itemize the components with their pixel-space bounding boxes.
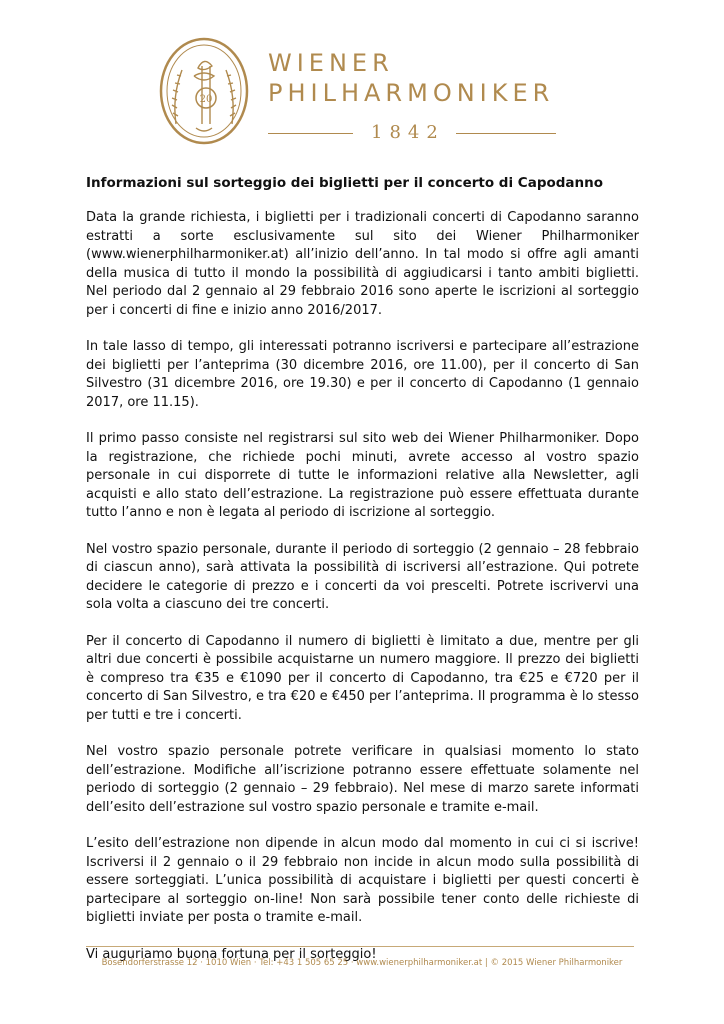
paragraph-6: Nel vostro spazio personale potrete verificare in qualsiasi momento lo stato dell’estrazione. Modifiche all’iscrizione potranno essere effettuate solamente nel periodo di sorteggio (2 gennaio – 29 febbraio). Nel mese di marzo sarete informati dell’esito dell’estrazione sul vostro spazio personale e tramite e-mail.	[86, 744, 639, 815]
paragraph-3: Il primo passo consiste nel registrarsi sul sito web dei Wiener Philharmoniker. Dopo la registrazione, che richiede pochi minuti, avrete accesso al vostro spazio personale in cui disporrete di tutte le informazioni relative alla Newsletter, agli acquisti e allo stato dell’estrazione. La registrazione può essere effettuata durante tutto l’anno e non è legata al periodo di iscrizione al sorteggio.	[86, 431, 639, 520]
svg-text:20: 20	[199, 94, 213, 105]
founding-year-row	[268, 122, 568, 144]
paragraph-1: Data la grande richiesta, i biglietti per i tradizionali concerti di Capodanno saranno estratti a sorte esclusivamente sul sito dei Wiener Philharmoniker (www.wienerphilharmoniker.at) all’inizio dell’anno. In tal modo si offre agli amanti della musica di tutto il mondo la possibilità di aggiudicarsi i tanto ambiti biglietti. Nel periodo dal 2 gennaio al 29 febbraio 2016 sono aperte le iscrizioni al sorteggio per i concerti di fine e inizio anno 2016/2017.	[86, 210, 639, 318]
paragraph-5: Per il concerto di Capodanno il numero di biglietti è limitato a due, mentre per gli altri due concerti è possibile acquistarne un numero maggiore. Il prezzo dei biglietti è compreso tra €35 e €1090 per il concerto di Capodanno, tra €25 e €720 per il concerto di San Silvestro, e tra €20 e €450 per l’anteprima. Il programma è lo stesso per tutti e tre i concerti.	[86, 633, 639, 723]
footer-divider	[86, 946, 634, 947]
letterhead	[158, 28, 578, 152]
year-rule-right	[456, 133, 556, 134]
year-rule-left	[268, 133, 353, 134]
brand-line-1: WIENER	[268, 49, 394, 77]
paragraph-2: In tale lasso di tempo, gli interessati potranno iscriversi e partecipare all’estrazione dei biglietti per l’anteprima (30 dicembre 2016, ore 11.00), per il concerto di San Silvestro (31 dicembre 2016, ore 19.30) e per il concerto di Capodanno (1 gennaio 2017, ore 11.15).	[86, 339, 639, 410]
document-title: Informazioni sul sorteggio dei biglietti per il concerto di Capodanno	[86, 175, 604, 191]
brand-line-2: PHILHARMONIKER	[268, 79, 555, 107]
brand-name	[268, 48, 554, 108]
philharmonic-seal-logo	[158, 36, 250, 146]
paragraph-7: L’esito dell’estrazione non dipende in alcun modo dal momento in cui ci si iscrive! Iscriversi il 2 gennaio o il 29 febbraio non incide in alcun modo sulla possibilità di essere sorteggiati. L’unica possibilità di acquistare i biglietti per questi concerti è partecipare al sorteggio on-line! Non sarà possibile tener conto delle richieste di biglietti inviate per posta o tramite e-mail.	[86, 836, 639, 925]
founding-year: 1842	[371, 122, 445, 143]
letter-body	[86, 174, 639, 982]
paragraph-4: Nel vostro spazio personale, durante il periodo di sorteggio (2 gennaio – 28 febbraio di ciascun anno), sarà attivata la possibilità di iscriversi all’estrazione. Qui potrete decidere le categorie di prezzo e i concerti da voi prescelti. Potrete iscrivervi una sola volta a ciascuno dei tre concerti.	[86, 541, 639, 612]
closing-line: Vi auguriamo buona fortuna per il sorteggio!	[86, 946, 377, 962]
footer-contact-line: Bösendorferstrasse 12 · 1010 Wien · Tel: +43 1 505 65 25 · www.wienerphilharmoniker.at | © 2015 Wiener Philharmoniker	[101, 958, 623, 968]
